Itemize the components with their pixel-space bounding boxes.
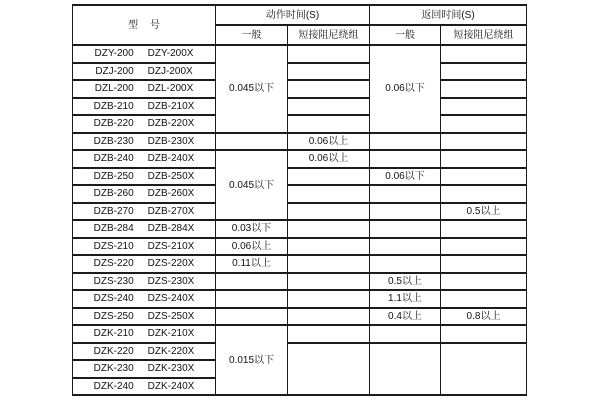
model-cell [73, 150, 216, 168]
model-pair [73, 118, 215, 129]
return-general-cell [370, 343, 441, 396]
return-general-cell: 0.4以上 [370, 308, 441, 326]
table-row-dzs-240 [73, 290, 527, 308]
action-damping-cell [288, 168, 370, 186]
model-name: DZB-220 [93, 118, 134, 130]
model-name: DZS-220 [93, 258, 134, 270]
table-row-dzk-210 [73, 325, 527, 343]
action-damping-cell [288, 98, 370, 116]
model-name: DZK-210 [93, 328, 134, 340]
model-name-x: DZS-210X [147, 240, 195, 252]
model-name-x: DZJ-200X [147, 65, 193, 77]
model-pair [73, 153, 215, 164]
model-cell [73, 290, 216, 308]
action-general-cell [216, 308, 288, 326]
model-pair [73, 136, 215, 147]
table-row-dzl-200 [73, 80, 527, 98]
model-name: DZB-240 [93, 153, 134, 165]
model-pair [73, 206, 215, 217]
model-pair [73, 101, 215, 112]
return-general-cell [370, 255, 441, 273]
model-cell [73, 133, 216, 151]
header-model: 型 号 [73, 5, 216, 45]
model-cell [73, 185, 216, 203]
model-name-x: DZK-220X [147, 345, 195, 357]
table-body [73, 45, 527, 395]
action-general-cell: 0.045以下 [216, 150, 288, 220]
action-general-cell: 0.015以下 [216, 325, 288, 395]
model-pair [73, 83, 215, 94]
return-damping-cell [441, 238, 527, 256]
model-pair [73, 276, 215, 287]
return-damping-cell [441, 343, 527, 396]
model-cell [73, 98, 216, 116]
table-header [73, 5, 527, 45]
model-cell [73, 63, 216, 81]
header-action-damping: 短接阻尼绕组 [288, 25, 370, 45]
model-cell [73, 45, 216, 63]
return-damping-cell [441, 220, 527, 238]
model-name-x: DZY-200X [147, 48, 194, 60]
model-pair [73, 346, 215, 357]
return-damping-cell [441, 150, 527, 168]
action-damping-cell [288, 343, 370, 396]
model-name-x: DZL-200X [147, 83, 194, 95]
table-row-dzb-284 [73, 220, 527, 238]
model-pair [73, 381, 215, 392]
action-damping-cell [288, 273, 370, 291]
return-general-cell: 1.1以上 [370, 290, 441, 308]
action-damping-cell [288, 308, 370, 326]
model-name-x: DZS-240X [147, 293, 195, 305]
model-name: DZY-200 [94, 48, 134, 60]
table-row-dzb-230 [73, 133, 527, 151]
action-damping-cell [288, 238, 370, 256]
model-name-x: DZS-250X [147, 310, 195, 322]
return-general-cell [370, 133, 441, 151]
action-damping-cell [288, 45, 370, 63]
model-name: DZK-230 [93, 363, 134, 375]
header-row-1 [73, 5, 527, 25]
return-damping-cell: 0.8以上 [441, 308, 527, 326]
model-cell [73, 203, 216, 221]
return-general-cell [370, 238, 441, 256]
model-pair [73, 311, 215, 322]
model-cell [73, 238, 216, 256]
model-cell [73, 80, 216, 98]
action-damping-cell [288, 220, 370, 238]
model-pair [73, 66, 215, 77]
model-name: DZB-250 [93, 170, 134, 182]
model-name-x: DZK-240X [147, 380, 195, 392]
model-name-x: DZK-210X [147, 328, 195, 340]
header-return-time: 返回时间(S) [370, 5, 527, 25]
model-name: DZS-210 [93, 240, 134, 252]
return-damping-cell [441, 63, 527, 81]
return-damping-cell [441, 185, 527, 203]
model-name-x: DZB-220X [147, 118, 195, 130]
model-name: DZB-230 [93, 135, 134, 147]
table-row-dzb-240 [73, 150, 527, 168]
action-general-cell: 0.06以上 [216, 238, 288, 256]
model-name: DZS-250 [93, 310, 134, 322]
return-damping-cell [441, 115, 527, 133]
action-damping-cell [288, 255, 370, 273]
return-damping-cell [441, 325, 527, 343]
model-cell [73, 378, 216, 396]
model-pair [73, 171, 215, 182]
action-general-cell: 0.11以上 [216, 255, 288, 273]
model-cell [73, 360, 216, 378]
model-name-x: DZB-240X [147, 153, 195, 165]
table-row-dzb-220 [73, 115, 527, 133]
model-cell [73, 308, 216, 326]
header-action-general: 一般 [216, 25, 288, 45]
action-damping-cell [288, 63, 370, 81]
return-general-cell [370, 203, 441, 221]
table-row-dzs-230 [73, 273, 527, 291]
return-general-cell: 0.5以上 [370, 273, 441, 291]
model-pair [73, 48, 215, 59]
return-damping-cell: 0.5以上 [441, 203, 527, 221]
action-damping-cell: 0.06以上 [288, 150, 370, 168]
return-general-cell: 0.06以下 [370, 168, 441, 186]
model-cell [73, 343, 216, 361]
model-name: DZB-210 [93, 100, 134, 112]
table-row-dzs-250 [73, 308, 527, 326]
header-action-time: 动作时间(S) [216, 5, 370, 25]
return-damping-cell [441, 290, 527, 308]
return-damping-cell [441, 255, 527, 273]
header-return-general: 一般 [370, 25, 441, 45]
action-damping-cell [288, 115, 370, 133]
return-general-cell [370, 150, 441, 168]
return-general-cell [370, 220, 441, 238]
model-cell [73, 220, 216, 238]
action-damping-cell [288, 290, 370, 308]
model-name: DZK-240 [93, 380, 134, 392]
table-row-dzj-200 [73, 63, 527, 81]
table-row-dzy-200 [73, 45, 527, 63]
model-pair [73, 188, 215, 199]
model-pair [73, 258, 215, 269]
model-cell [73, 168, 216, 186]
table-row-dzs-210 [73, 238, 527, 256]
header-return-damping: 短接阻尼绕组 [441, 25, 527, 45]
return-damping-cell [441, 98, 527, 116]
action-general-cell [216, 133, 288, 151]
return-damping-cell [441, 45, 527, 63]
model-cell [73, 325, 216, 343]
table-row-dzb-250 [73, 168, 527, 186]
table-row-dzs-220 [73, 255, 527, 273]
model-name: DZS-230 [93, 275, 134, 287]
model-cell [73, 273, 216, 291]
action-damping-cell [288, 325, 370, 343]
return-damping-cell [441, 80, 527, 98]
action-general-cell: 0.03以下 [216, 220, 288, 238]
model-name-x: DZB-260X [147, 188, 195, 200]
model-name-x: DZS-220X [147, 258, 195, 270]
model-cell [73, 255, 216, 273]
return-damping-cell [441, 133, 527, 151]
model-name-x: DZB-270X [147, 205, 195, 217]
model-name-x: DZK-230X [147, 363, 195, 375]
action-damping-cell: 0.06以上 [288, 133, 370, 151]
return-general-cell: 0.06以下 [370, 45, 441, 133]
model-name: DZB-270 [93, 205, 134, 217]
model-name-x: DZB-210X [147, 100, 195, 112]
model-name-x: DZB-250X [147, 170, 195, 182]
action-general-cell [216, 290, 288, 308]
relay-timing-table [72, 4, 527, 396]
table-row-dzk-220 [73, 343, 527, 361]
model-name: DZK-220 [93, 345, 134, 357]
action-general-cell: 0.045以下 [216, 45, 288, 133]
model-name-x: DZB-284X [147, 223, 195, 235]
model-name-x: DZS-230X [147, 275, 195, 287]
table-row-dzb-270 [73, 203, 527, 221]
model-pair [73, 293, 215, 304]
action-general-cell [216, 273, 288, 291]
model-pair [73, 223, 215, 234]
return-damping-cell [441, 168, 527, 186]
action-damping-cell [288, 185, 370, 203]
return-damping-cell [441, 273, 527, 291]
model-name: DZJ-200 [95, 65, 134, 77]
model-name-x: DZB-230X [147, 135, 195, 147]
action-damping-cell [288, 203, 370, 221]
action-damping-cell [288, 80, 370, 98]
model-name: DZB-284 [93, 223, 134, 235]
table-row-dzb-260 [73, 185, 527, 203]
return-general-cell [370, 325, 441, 343]
model-pair [73, 241, 215, 252]
model-cell [73, 115, 216, 133]
model-pair [73, 328, 215, 339]
model-pair [73, 363, 215, 374]
model-name: DZS-240 [93, 293, 134, 305]
model-name: DZB-260 [93, 188, 134, 200]
model-name: DZL-200 [94, 83, 134, 95]
return-general-cell [370, 185, 441, 203]
table-row-dzb-210 [73, 98, 527, 116]
